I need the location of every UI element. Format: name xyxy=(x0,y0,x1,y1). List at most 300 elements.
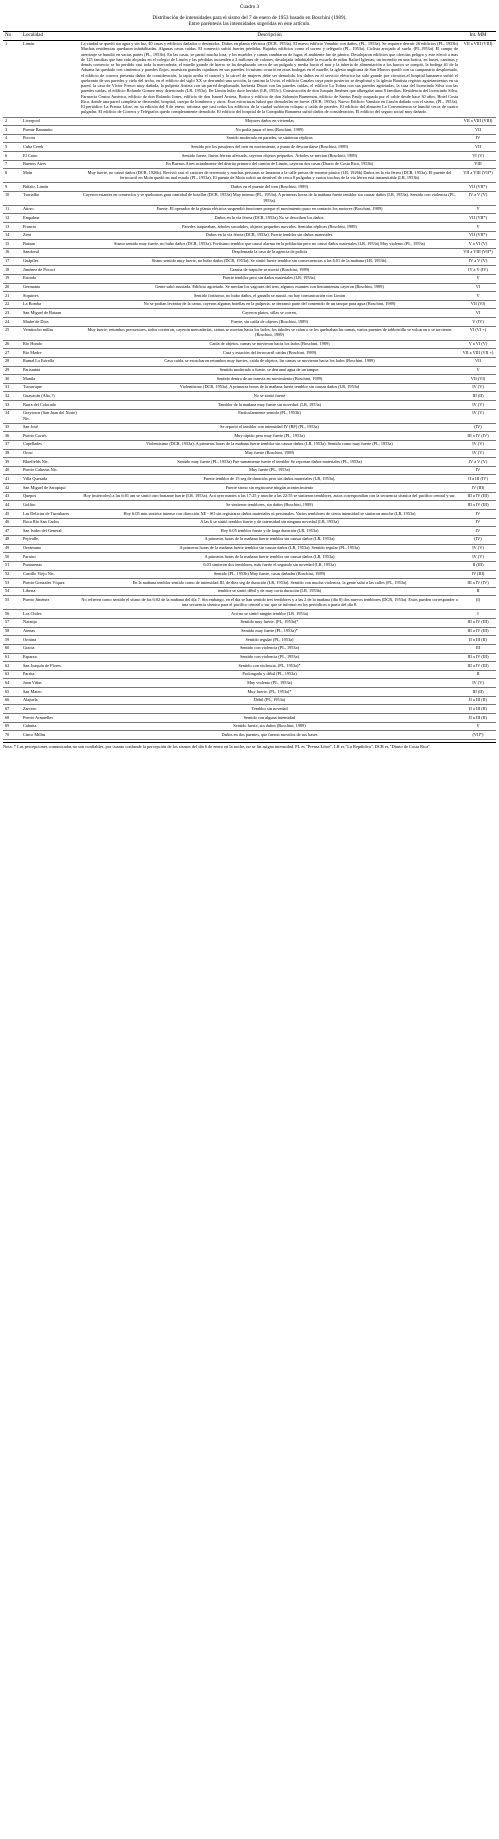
row-number: 63 xyxy=(3,670,21,679)
header-descripcion: Descripción xyxy=(79,31,460,40)
table-row xyxy=(3,357,496,366)
row-intensidad: V xyxy=(460,223,496,232)
row-localidad: Puntarenas xyxy=(21,561,79,570)
row-descripcion: Tamblor de la mañana muy fuerte sin novedad. (LR, 1953a) xyxy=(79,401,460,410)
row-descripcion: Violentísimo (DCR, 1953a). A primeras horas de la mañana fuerte temblor sin causar daños (LR, 1953a). Sentido como muy fuerte (PL, 1953a) xyxy=(79,440,460,449)
row-number: 61 xyxy=(3,653,21,662)
table-row xyxy=(3,392,496,401)
table-row xyxy=(3,274,496,283)
row-number: 38 xyxy=(3,449,21,458)
row-descripcion: Sonido moderado en paredes, se sintieron réplicas xyxy=(79,134,460,143)
row-localidad: San Miguel de Bataan xyxy=(21,309,79,318)
table-row xyxy=(3,214,496,223)
row-localidad: Capellades xyxy=(21,440,79,449)
table-row xyxy=(3,492,496,501)
row-localidad: Turrialba xyxy=(21,191,79,205)
row-localidad: Los Chiles xyxy=(21,610,79,619)
row-intensidad: IV xyxy=(460,518,496,527)
row-descripcion: Muy violento (PL, 1953a) xyxy=(79,679,460,688)
table-row xyxy=(3,169,496,183)
table-row xyxy=(3,134,496,143)
row-localidad: Buenos Aires xyxy=(21,160,79,169)
row-descripcion: Fuerte temblor de 15 seg de duración pero sin daños materiales (LR, 1953a). xyxy=(79,475,460,484)
row-intensidad: IV (III) xyxy=(460,484,496,493)
header-no: No xyxy=(3,31,21,40)
row-intensidad: III (II) xyxy=(460,688,496,697)
row-number: 24 xyxy=(3,318,21,327)
table-row xyxy=(3,401,496,410)
row-localidad: Cuba Creek xyxy=(21,143,79,152)
table-row xyxy=(3,223,496,232)
table-row xyxy=(3,510,496,519)
row-descripcion: Muy fuerte (Boschini, 1989) xyxy=(79,449,460,458)
row-descripcion: No se sintió fuerte xyxy=(79,392,460,401)
row-localidad: Veintiocho millas xyxy=(21,326,79,340)
row-descripcion: Muy rápido pero muy fuerte (PL, 1953a) xyxy=(79,432,460,441)
row-localidad: Zarcero xyxy=(21,705,79,714)
table-label: Cuadro 3 xyxy=(239,4,260,10)
row-intensidad: I xyxy=(460,610,496,619)
row-intensidad: III a IV (III) xyxy=(460,662,496,671)
row-localidad: Puerto Jiménez xyxy=(21,596,79,610)
table-row xyxy=(3,326,496,340)
row-number: 31 xyxy=(3,383,21,392)
row-intensidad: V xyxy=(460,205,496,214)
row-intensidad: III a IV (IV) xyxy=(460,579,496,588)
row-number: 1 xyxy=(3,40,21,117)
table-row xyxy=(3,309,496,318)
row-descripcion: Temblor sin novedad xyxy=(79,705,460,714)
row-intensidad: VII (VI) xyxy=(460,375,496,384)
table-row xyxy=(3,160,496,169)
row-descripcion: Daños en dos puentes, que fueron movidos de sus bases xyxy=(79,731,460,740)
table-row xyxy=(3,126,496,135)
row-descripcion: Hoy (miércoles) a las 6:01 am se sintió otro bastante fuerte (LR, 1953a). Aca ayer martes a las 17:25 y anoche a las 22:55 se sintieron temblores, autos correspondían con la secuencia sísmica del pacífico central y sur. xyxy=(79,492,460,501)
row-number: 4 xyxy=(3,134,21,143)
row-localidad: Puente Banamito xyxy=(21,126,79,135)
table-row xyxy=(3,596,496,610)
row-number: 35 xyxy=(3,423,21,432)
row-descripcion: Muy fuerte, no causó daños (DCR, 1926b). Revivió casi el carácter de terremoto y muchas personas se lanzaron a la calle presas de enorme pánico (LR, 1926b) Daños en la vía férrea (DCR, 1953a). El puente del ferrocarril en Moín quedó en mal estado (PL, 1953a). El puente de Moín sufrió un desnivel de cerca 8 pulgadas y varios trochos de la vía férrea está intransitable (LR, 1953b) xyxy=(79,169,460,183)
table-row xyxy=(3,300,496,309)
row-localidad: San Miguel de Sarapiquí xyxy=(21,484,79,493)
row-intensidad: II (III) xyxy=(460,561,496,570)
row-descripcion: Fuerte. El operador de la planta eléctrica suspendió funciones porque el movimiento puso en contacto los motores (Boschini, 1989) xyxy=(79,205,460,214)
row-descripcion: Débil (PL, 1953a) xyxy=(79,696,460,705)
row-descripcion: Sentido fuerte, sin daños (Boschini, 1989) xyxy=(79,722,460,731)
row-intensidad: IV a V (V) xyxy=(460,191,496,205)
row-number: 26 xyxy=(3,340,21,349)
table-row xyxy=(3,544,496,553)
row-intensidad: III xyxy=(460,644,496,653)
row-descripcion: Muy fuerte (PL, 1953a) xyxy=(79,466,460,475)
table-row xyxy=(3,318,496,327)
row-intensidad: V (IV) xyxy=(460,318,496,327)
row-descripcion: En la mañana temblor sentido como de intensidad III, de diez seg de duración (LR, 1953a). Sentido con mucha violencia, la gente salió a las calles (PL, 1953a) xyxy=(79,579,460,588)
row-number: 43 xyxy=(3,492,21,501)
table-row xyxy=(3,183,496,192)
row-intensidad: VII a VIII (VIII) xyxy=(460,117,496,126)
row-descripcion: Casa y estación del ferrocarril caídas (Boschini, 1989) xyxy=(79,349,460,358)
row-localidad: Castillo Viejo Nic. xyxy=(21,570,79,579)
intensity-table xyxy=(3,31,496,740)
row-localidad: Naranjo xyxy=(21,618,79,627)
row-descripcion: Cayeron platos, sillas se corren, xyxy=(79,309,460,318)
row-descripcion: Se reportó el temblor con intensidad IV (RF) (PL, 1953a) xyxy=(79,423,460,432)
header-localidad: Localidad xyxy=(21,31,79,40)
table-row xyxy=(3,731,496,740)
row-number: 62 xyxy=(3,662,21,671)
table-row xyxy=(3,670,496,679)
row-descripcion: Sentido dentro de un tranvía en movimiento (Boschini, 1989) xyxy=(79,375,460,384)
row-number: 10 xyxy=(3,191,21,205)
row-localidad: Villa Quesada xyxy=(21,475,79,484)
table-caption xyxy=(3,4,496,28)
row-localidad: Quepos xyxy=(21,492,79,501)
row-descripcion: Paredes traqueaban, árboles sacudidos, objetos pequeños movidos. Sentidas réplicas (Boschini, 1989) xyxy=(79,223,460,232)
row-intensidad: (IV) xyxy=(460,423,496,432)
row-number: 21 xyxy=(3,292,21,301)
table-row xyxy=(3,440,496,449)
row-intensidad: VII (VII*) xyxy=(460,231,496,240)
row-descripcion: Prolongado y débil (PL, 1953a) xyxy=(79,670,460,679)
row-intensidad: III a IV (IV) xyxy=(460,432,496,441)
row-number: 53 xyxy=(3,579,21,588)
table-row xyxy=(3,40,496,117)
row-number: 5 xyxy=(3,143,21,152)
row-localidad: Atenas xyxy=(21,627,79,636)
row-number: 69 xyxy=(3,722,21,731)
row-localidad: Jiménez de Pococí xyxy=(21,266,79,275)
row-localidad: Bluefields Nic. xyxy=(21,458,79,467)
row-localidad: Francia xyxy=(21,223,79,232)
row-localidad: Oreamuno xyxy=(21,544,79,553)
row-number: 17 xyxy=(3,257,21,266)
row-number: 70 xyxy=(3,731,21,740)
table-row xyxy=(3,266,496,275)
table-row xyxy=(3,383,496,392)
row-number: 3 xyxy=(3,126,21,135)
table-footnote: Nota: * Las percepciones comunicadas no son confiables, por cuanto confunde la percepción de los sismos del día 6 de enero en la noche, no se las asigna intensidad. PL es "Prensa Libre", LR es "La República", DCR es "Diario de Costa Rica". xyxy=(3,742,496,749)
row-localidad: San Joaquín de Flores xyxy=(21,662,79,671)
row-localidad: Moín xyxy=(21,169,79,183)
row-number: 40 xyxy=(3,466,21,475)
table-row xyxy=(3,484,496,493)
row-localidad: Tucurrique xyxy=(21,383,79,392)
row-intensidad: VII (VII*) xyxy=(460,214,496,223)
row-descripcion: temblor se sintió débil y de muy corta duración (LR, 1953b) xyxy=(79,587,460,596)
row-intensidad: V a VI (V) xyxy=(460,340,496,349)
row-number: 65 xyxy=(3,688,21,697)
row-localidad: Zent xyxy=(21,231,79,240)
row-descripcion: A las 6 se sintió temblor fuerte y de intensidad sin ninguna novedad (LR, 1953a) xyxy=(79,518,460,527)
row-number: 54 xyxy=(3,587,21,596)
row-localidad: Empalme xyxy=(21,214,79,223)
table-subtitle: Entre paréntesis las intensidades sugeridas en este artículo. xyxy=(188,21,311,28)
table-row xyxy=(3,653,496,662)
row-descripcion: Fuerte, sin caída de objetos (Boschini, 1989) xyxy=(79,318,460,327)
row-localidad: Guápiles xyxy=(21,257,79,266)
row-descripcion: No se podían levantar de la cama, cayeron algunas botellas en la pulpería, se derramó parte del contenido de un tanque para agua (Boschini, 1989) xyxy=(79,300,460,309)
row-localidad: Guayacán (Alto,?) xyxy=(21,392,79,401)
table-row xyxy=(3,714,496,723)
row-number: 51 xyxy=(3,561,21,570)
row-number: 20 xyxy=(3,283,21,292)
table-row xyxy=(3,527,496,536)
table-row xyxy=(3,143,496,152)
row-intensidad: III a IV (III) xyxy=(460,618,496,627)
table-row xyxy=(3,231,496,240)
row-localidad: Puerto Armuelles xyxy=(21,714,79,723)
table-row xyxy=(3,375,496,384)
row-descripcion: Fuerte temblor pero sin daños materiales (LR, 1953a). xyxy=(79,274,460,283)
table-row xyxy=(3,618,496,627)
row-localidad: Paraíso xyxy=(21,553,79,562)
table-row xyxy=(3,688,496,697)
table-row xyxy=(3,679,496,688)
table-row xyxy=(3,535,496,544)
row-descripcion: No podía pasar el tren (Boschini, 1989) xyxy=(79,126,460,135)
row-descripcion: La ciudad se quedó sin agua y sin luz, 40 casas y edificios dañados o destruidos. Daños en planta eléctrica (DCR, 1953a). El nuevo edificio Vanubio con daños, (PL, 1953a). Se requiere derruir 26 edificios (PL, 1953b) Muchas residencias quedaron inhabilitadas. Algunas casas caídas. El comercio sufrió fuertes pérdidas. Rajados edificios como el correo y telégrafo (PL, 1953a). Ciclista arrojado al suelo. (PL,1953a). El campo de aterrizaje se hundió en varias partes (PL, 1953b). En las casas, se partió mucha loza, y los muebles y camas cambiaron de lugar, el ambiente fue de pánico. Desalojaron edificios que ofrecían peligro y este efectó a mas de 125 familias que han sido alojadas en el colegio de Limón y las pérdidas ascienden a 2 millones de colones, desalojada inhabitable la escuela de niñas Rafael Iglesias; un incendio en una botica, en buses, cantinas y demás comercio se ha perdido casi toda la mercadería; el muelle grande de hierro se ha desplazado cerca de un pulgada y media hacia el mar y la tubería de alimentación a los barcos se rompió, la bodega #1 de la Aduana ha quedado con cimientos y paredes flojos, muestran grandes rajaduras en sus paredes, lo mismo ocurrió en otras bodegas en el muelle, la iglesia anglicana de San Marcos quedó con su campanario desplomado, el edificio de correos presenta daños de consideración, la tapia arriba el cuartel y la cárcel de mujeres debe ser demolida, los daños en el servicio eléctrico ha sido grande por circuitos,el hospital bananero sufrió el quebranto de sus paredes y cielo del techo, en el edificio del siglo XX se derrumbó una sección, la cantina la Uvita, el edificio Canales cuya parte posterior se desplomó y la iglesia Bautista registro agrietamientos en su pared, la casa de Víctor Fresco muy dañada, la pulpería Arrieta con un pared desplomada, barbería Dixon con las paredes caídas, el edificio La Tolina con sus paredes agrietadas, la casa del licenciado Silva con las paredes caídas, el edificio Rolando Gomez muy deteriorado (LR, 1953a). En Limón hubo doce heridos (LR, 1953c). Construcción de don Joaquín Jiménez que albergaba unas 8 familias. Residencia del licenciado Silva, Farmacia Centro América, edificio de don Rolando Jones, edificio de don Ismael Arrieta, Botica y edificio de don Salomón Barnemon, edificio de Santos Pauly ocupado por el cable desde hace 30 años, Hotel Costa Rica, donde una pared completa se derrumbó, hospital, cuerpo de bomberos y otros. Esas estructuras habrá que demolerlas en breve. (DCR, 1953a). Nuevo Edificio Vanubio en Limón dañado con el sismo, (PL, 1953a). El periódico La Prensa Libre, en su edición del 8 de enero, informa que casi todos los edificios de la ciudad sufrieron colapso o caída de paredes. El edificio del almacén La Conveniencia se hundió cerca de cuatro pulgadas. El edificio de Correos y Telégrafos quedo completamente demolido. El edificio del hospital de la Compañía Bananera sufrió daños de consideración. El edificio del seguro social muy dañado. xyxy=(79,40,460,117)
row-descripcion: Daños en la vía férrea (DCR, 1953a). Fuerte temblor sin daños materiales. xyxy=(79,231,460,240)
row-localidad: Gracia xyxy=(21,644,79,653)
table-row xyxy=(3,705,496,714)
table-row xyxy=(3,662,496,671)
table-row xyxy=(3,466,496,475)
table-row xyxy=(3,587,496,596)
row-number: 9 xyxy=(3,183,21,192)
row-localidad: Río Hondo xyxy=(21,340,79,349)
row-localidad: Búfalo, Limón xyxy=(21,183,79,192)
table-row xyxy=(3,423,496,432)
table-row xyxy=(3,152,496,161)
table-row xyxy=(3,696,496,705)
row-intensidad: VI xyxy=(460,309,496,318)
row-intensidad: IV a V (IV) xyxy=(460,266,496,275)
table-row xyxy=(3,292,496,301)
row-descripcion: Sentido por los pasajeros del tren en movimiento, a punto de descarrilarse (Boschini, 1989) xyxy=(79,143,460,152)
row-intensidad: VII a VIII (VII*) xyxy=(460,169,496,183)
row-localidad: Ramal La Estrella xyxy=(21,357,79,366)
row-descripcion: No refieren como sentido el sismo de las 6:02 de la mañana del día 7. Sin embargo, en el día se han sentido tres temblores y a las 2 de la mañana (día 8) dos nuevos temblores (DCR, 1953a). Estos pueden corresponder a una secuencia sísmica para el pacífico central o sur que se informó en los periódicos a partir del día 8. xyxy=(79,596,460,610)
row-number: 49 xyxy=(3,544,21,553)
row-intensidad: (VII*) xyxy=(460,731,496,740)
row-intensidad: IV a V (V) xyxy=(460,458,496,467)
row-intensidad: V xyxy=(460,366,496,375)
row-descripcion: 6:03 sintieron dos temblores, más fuerte el segundo sin novedad (LR, 1953a) xyxy=(79,561,460,570)
row-number: 50 xyxy=(3,553,21,562)
table-body xyxy=(3,40,496,739)
row-localidad: Pejivalle, xyxy=(21,535,79,544)
row-localidad: Siquirres xyxy=(21,292,79,301)
row-intensidad: II xyxy=(460,670,496,679)
row-descripcion: Cayeron estantes en comercios y se quebraron gran cantidad de botellas (DCR, 1953a) Muy intenso (PL, 1953a). A primeras horas de la mañana fuerte temblor sin causar daños (LR, 1953a). Sentido con violencia (PL, 1953a). xyxy=(79,191,460,205)
row-intensidad: VII a VIII (VII*) xyxy=(460,248,496,257)
row-intensidad: IV (V) xyxy=(460,409,496,423)
row-intensidad: V xyxy=(460,292,496,301)
row-intensidad: IV xyxy=(460,466,496,475)
row-number: 37 xyxy=(3,440,21,449)
row-number: 66 xyxy=(3,696,21,705)
row-intensidad: VII xyxy=(460,126,496,135)
row-descripcion: Sentido (PL, 1953b) Muy fuerte, casas dañadas (Boschini, 1989) xyxy=(79,570,460,579)
row-number: 25 xyxy=(3,326,21,340)
row-number: 44 xyxy=(3,501,21,510)
row-localidad: Liberia xyxy=(21,587,79,596)
row-number: 8 xyxy=(3,169,21,183)
row-localidad: Pocora xyxy=(21,134,79,143)
table-row xyxy=(3,722,496,731)
row-descripcion: A primeras horas de la mañana fuerte temblor sin causar daños (LR, 1953a) xyxy=(79,535,460,544)
row-number: 14 xyxy=(3,231,21,240)
row-number: 47 xyxy=(3,527,21,536)
row-intensidad: IV a V (V) xyxy=(460,257,496,266)
row-descripcion: Acá no se sintió ningún temblor (LR, 1953a) xyxy=(79,610,460,619)
row-descripcion: Desplomada la casa de la agencia de policía xyxy=(79,248,460,257)
row-number: 41 xyxy=(3,475,21,484)
table-row xyxy=(3,205,496,214)
row-number: 59 xyxy=(3,636,21,645)
row-number: 60 xyxy=(3,644,21,653)
document-page xyxy=(0,0,499,749)
row-descripcion: Sentido regular (PL, 1953a) xyxy=(79,636,460,645)
row-localidad: Estrada xyxy=(21,274,79,283)
row-descripcion: Cansoa de trapiche se movió (Boschini, 1989) xyxy=(79,266,460,275)
row-number: 58 xyxy=(3,627,21,636)
row-descripcion: Sentido fuerte, líneas férreas afectada, cayeron objetos pequeños. Árboles se mecían (Boschini, 1989) xyxy=(79,152,460,161)
row-number: 19 xyxy=(3,274,21,283)
row-localidad: Puerto Cortés xyxy=(21,432,79,441)
row-number: 11 xyxy=(3,205,21,214)
row-localidad: El Cairo xyxy=(21,152,79,161)
row-intensidad: VI (V) xyxy=(460,152,496,161)
row-localidad: San José xyxy=(21,423,79,432)
row-intensidad: II xyxy=(460,587,496,596)
row-descripcion: A primeras horas de la mañana fuerte temblor sin causar daños (LR, 1953a) xyxy=(79,553,460,562)
row-descripcion: Se sintieron temblores, sin daños (Boschini, 1989) xyxy=(79,501,460,510)
table-row xyxy=(3,475,496,484)
row-localidad: Las Delicias de Turrubares xyxy=(21,510,79,519)
row-number: 13 xyxy=(3,223,21,232)
row-intensidad: IV (V) xyxy=(460,440,496,449)
table-row xyxy=(3,449,496,458)
row-localidad: Cinco Millas xyxy=(21,731,79,740)
row-localidad: Parrita xyxy=(21,670,79,679)
row-descripcion: A primeras horas de la mañana fuerte temblor sin causar daños (LR, 1953a). Sentido regular (PL, 1953a) xyxy=(79,544,460,553)
row-intensidad: IV (V) xyxy=(460,553,496,562)
table-row xyxy=(3,191,496,205)
row-localidad: Manila xyxy=(21,375,79,384)
row-number: 30 xyxy=(3,375,21,384)
row-intensidad: IV xyxy=(460,527,496,536)
row-descripcion: Sentido fortísimo, no hubo daños, el ganado se asustó, no hay comunicación con Limón xyxy=(79,292,460,301)
table-header-row xyxy=(3,31,496,40)
row-number: 39 xyxy=(3,458,21,467)
row-intensidad: VII a VIII (VIII) xyxy=(460,40,496,117)
row-localidad: San Isidro del General xyxy=(21,527,79,536)
table-row xyxy=(3,340,496,349)
row-intensidad: IV (V) xyxy=(460,544,496,553)
row-number: 22 xyxy=(3,300,21,309)
row-number: 48 xyxy=(3,535,21,544)
row-localidad: San Mateo xyxy=(21,688,79,697)
row-descripcion: Sentido muy fuerte (PL, 1953a) Fue sumamente fuerte el temblor Se reportan daños materiales (PL, 1953a) xyxy=(79,458,460,467)
row-number: 64 xyxy=(3,679,21,688)
header-intensidad: Int. MM xyxy=(460,31,496,40)
row-intensidad: III a IV (III) xyxy=(460,653,496,662)
row-descripcion: Casa caída, se escucharon retumbos muy fuertes, caída de objetos, las camas se movieron hacia los lados (Boschini, 1989) xyxy=(79,357,460,366)
row-localidad: Bataan xyxy=(21,240,79,249)
row-descripcion: Sentido muy fuerte, (PL, 1953a)* xyxy=(79,618,460,627)
row-number: 15 xyxy=(3,240,21,249)
row-intensidad: VIII xyxy=(460,160,496,169)
row-intensidad: VII xyxy=(460,143,496,152)
row-intensidad: VII a VIII (VII +) xyxy=(460,349,496,358)
row-descripcion: Sentido con violencia, (PL, 1953a)* xyxy=(79,662,460,671)
row-localidad: Golfito xyxy=(21,501,79,510)
row-descripcion: Sentido con violencia (PL, 1953a) xyxy=(79,644,460,653)
table-row xyxy=(3,627,496,636)
table-row xyxy=(3,240,496,249)
table-row xyxy=(3,432,496,441)
row-number: 7 xyxy=(3,160,21,169)
row-number: 46 xyxy=(3,518,21,527)
row-number: 34 xyxy=(3,409,21,423)
row-descripcion: Muy fuerte, (PL, 1953a)* xyxy=(79,688,460,697)
row-number: 33 xyxy=(3,401,21,410)
row-localidad: Barra del Colorado xyxy=(21,401,79,410)
table-row xyxy=(3,518,496,527)
row-number: 27 xyxy=(3,349,21,358)
row-descripcion: Hoy 6:05 min sintióse intenso con dirección NE - SO sin registrarse daños materiales ni personales. Varios temblores de cierta intensidad se sintieron anoche (LR, 1953a) xyxy=(79,510,460,519)
row-localidad: Orotina xyxy=(21,636,79,645)
row-localidad: Greytown (San Juan del Norte) Nic. xyxy=(21,409,79,423)
row-number: 6 xyxy=(3,152,21,161)
row-localidad: Cahuita xyxy=(21,722,79,731)
row-number: 36 xyxy=(3,432,21,441)
table-row xyxy=(3,283,496,292)
row-localidad: Río Madre xyxy=(21,349,79,358)
row-intensidad: VI xyxy=(460,283,496,292)
table-row xyxy=(3,610,496,619)
table-row xyxy=(3,553,496,562)
row-intensidad: IV xyxy=(460,510,496,519)
table-row xyxy=(3,248,496,257)
table-row xyxy=(3,409,496,423)
row-intensidad: IV (V) xyxy=(460,401,496,410)
row-intensidad: II a III (IV) xyxy=(460,475,496,484)
row-intensidad: III a IV (III) xyxy=(460,627,496,636)
row-localidad: Orosí xyxy=(21,449,79,458)
row-descripcion: Sentido muy fuerte (PL, 1953a)* xyxy=(79,627,460,636)
row-localidad: Liverpool xyxy=(21,117,79,126)
row-number: 57 xyxy=(3,618,21,627)
row-localidad: Juan Viñas xyxy=(21,679,79,688)
table-row xyxy=(3,644,496,653)
table-title: Distribución de intensidades para el sismo del 7 de enero de 1953 basado en Boschini (1989). xyxy=(152,15,347,22)
row-intensidad: V xyxy=(460,274,496,283)
row-intensidad: V xyxy=(460,722,496,731)
row-number: 16 xyxy=(3,248,21,257)
row-intensidad: IV (V) xyxy=(460,449,496,458)
row-intensidad: VII (VII*) xyxy=(460,183,496,192)
row-intensidad: V a VI (V) xyxy=(460,240,496,249)
row-intensidad: (I) xyxy=(460,596,496,610)
row-localidad: Alajuela xyxy=(21,696,79,705)
row-localidad: Atirro xyxy=(21,205,79,214)
row-intensidad: IV xyxy=(460,134,496,143)
table-row xyxy=(3,501,496,510)
